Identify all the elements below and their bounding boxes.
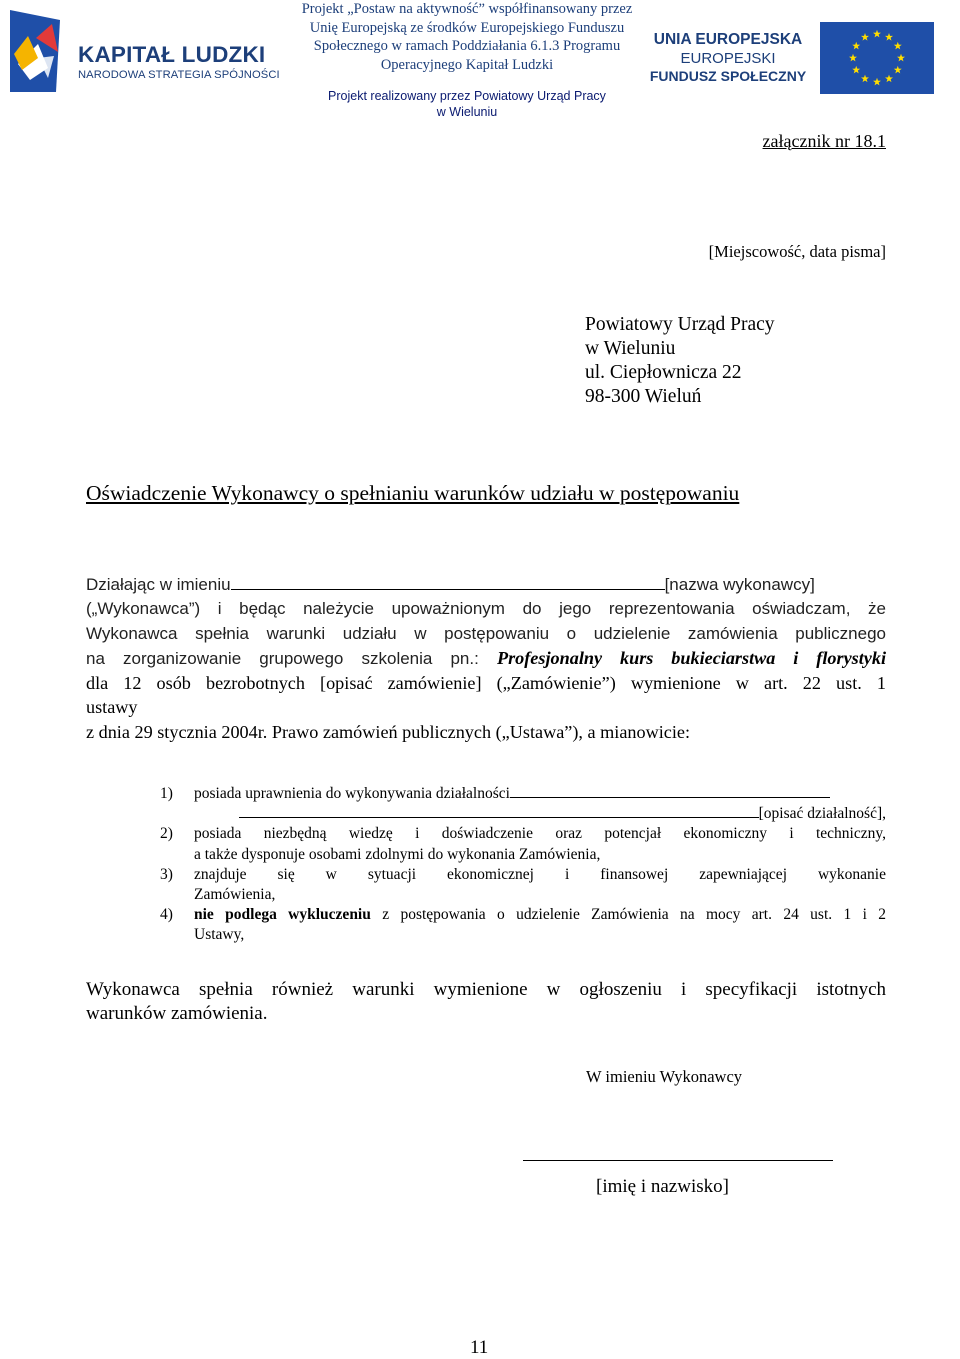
kapital-ludzki-subtitle: NARODOWA STRATEGIA SPÓJNOŚCI: [78, 69, 280, 81]
recipient-address: [585, 313, 775, 409]
header-project-line: w Wieluniu: [436, 105, 498, 119]
signature-label: W imieniu Wykonawcy: [586, 1067, 743, 1086]
statement-line: [86, 573, 886, 597]
closing-line: Wykonawca spełnia również warunki wymienione w ogłoszeniu i specyfikacji istotnych: [86, 979, 886, 1000]
activity-blank: [510, 785, 830, 798]
header-line: Społecznego w ramach Poddziałania 6.1.3 Programu: [313, 38, 621, 54]
condition-line: [194, 784, 886, 804]
kapital-ludzki-logo: [8, 8, 288, 94]
conditions-list: [160, 784, 886, 946]
closing-statement: [86, 978, 886, 1026]
kapital-ludzki-emblem-icon: [8, 8, 68, 94]
condition-line: [194, 804, 886, 824]
statement-text: na zorganizowanie grupowego szkolenia pn.:: [86, 648, 479, 668]
condition-text: z postępowania o udzielenie Zamówienia na mocy art. 24 ust. 1 i 2: [382, 906, 887, 924]
condition-text: [opisać działalność],: [758, 805, 886, 823]
statement-text: Działając w imieniu: [86, 575, 231, 594]
eu-esf-logo: [644, 20, 944, 100]
condition-item: [160, 865, 886, 905]
statement-paragraph: [86, 573, 886, 744]
recipient-line: Powiatowy Urząd Pracy: [585, 314, 775, 335]
header-line: Unię Europejską ze środków Europejskiego Funduszu: [309, 19, 625, 36]
header-funding-note: [292, 0, 642, 74]
condition-line: a także dysponuje osobami zdolnymi do wykonania Zamówienia,: [194, 845, 601, 863]
statement-line: („Wykonawca”) i będąc należycie upoważnionym do jego reprezentowania oświadczam, że: [86, 599, 886, 619]
closing-line: warunków zamówienia.: [86, 1003, 268, 1024]
document-title: Oświadczenie Wykonawcy o spełnianiu warunków udziału w postępowaniu: [86, 481, 740, 505]
signature-line: [523, 1160, 833, 1161]
course-name: Profesjonalny kurs bukieciarstwa i florystyki: [496, 647, 886, 668]
kapital-ludzki-title: KAPITAŁ LUDZKI: [78, 42, 266, 67]
eu-flag-icon: [820, 22, 934, 94]
eu-logo-line3: FUNDUSZ SPOŁECZNY: [649, 68, 807, 84]
condition-number: 4): [160, 906, 173, 924]
contractor-name-blank: [231, 575, 665, 590]
condition-number: 1): [160, 785, 173, 802]
condition-line: Ustawy,: [194, 926, 245, 944]
eu-logo-line2: EUROPEJSKI: [680, 50, 776, 67]
condition-text: posiada uprawnienia do wykonywania działalności: [194, 785, 510, 802]
header-project-line: Projekt realizowany przez Powiatowy Urząd Pracy: [328, 89, 606, 103]
header-line: Operacyjnego Kapitał Ludzki: [380, 56, 554, 73]
statement-line: ustawy: [86, 697, 138, 718]
statement-text: [nazwa wykonawcy]: [664, 575, 815, 594]
page-number: 11: [470, 1337, 489, 1358]
condition-line: [194, 905, 886, 925]
recipient-line: 98-300 Wieluń: [585, 386, 702, 407]
condition-bold-text: nie podlega wykluczeniu: [194, 906, 371, 924]
statement-line: dla 12 osób bezrobotnych [opisać zamówienie] („Zamówienie”) wymienione w art. 22 ust. 1: [86, 673, 886, 694]
place-date-placeholder: [Miejscowość, data pisma]: [708, 242, 886, 261]
condition-item: [160, 784, 886, 824]
condition-line: Zamówienia,: [194, 886, 276, 904]
condition-number: 3): [160, 865, 173, 883]
statement-line: Wykonawca spełnia warunki udziału w postępowaniu o udzielenie zamówienia publicznego: [86, 623, 886, 643]
signature-name-placeholder: [imię i nazwisko]: [596, 1176, 729, 1197]
recipient-line: ul. Ciepłownicza 22: [585, 362, 742, 383]
eu-logo-line1: UNIA EUROPEJSKA: [653, 31, 803, 48]
condition-line: znajduje się w sytuacji ekonomicznej i finansowej zapewniającej wykonanie: [194, 865, 886, 883]
recipient-line: w Wieluniu: [585, 338, 676, 359]
statement-line: z dnia 29 stycznia 2004r. Prawo zamówień publicznych („Ustawa”), a mianowicie:: [86, 721, 691, 742]
header-project-note: [292, 88, 642, 120]
activity-blank: [239, 805, 759, 818]
condition-item: [160, 824, 886, 864]
annex-label: załącznik nr 18.1: [762, 131, 886, 151]
condition-number: 2): [160, 825, 173, 843]
condition-line: posiada niezbędną wiedzę i doświadczenie oraz potencjał ekonomiczny i techniczny,: [194, 825, 886, 843]
header-line: Projekt „Postaw na aktywność” współfinansowany przez: [301, 1, 633, 17]
condition-item: [160, 905, 886, 945]
statement-line: [86, 646, 886, 671]
